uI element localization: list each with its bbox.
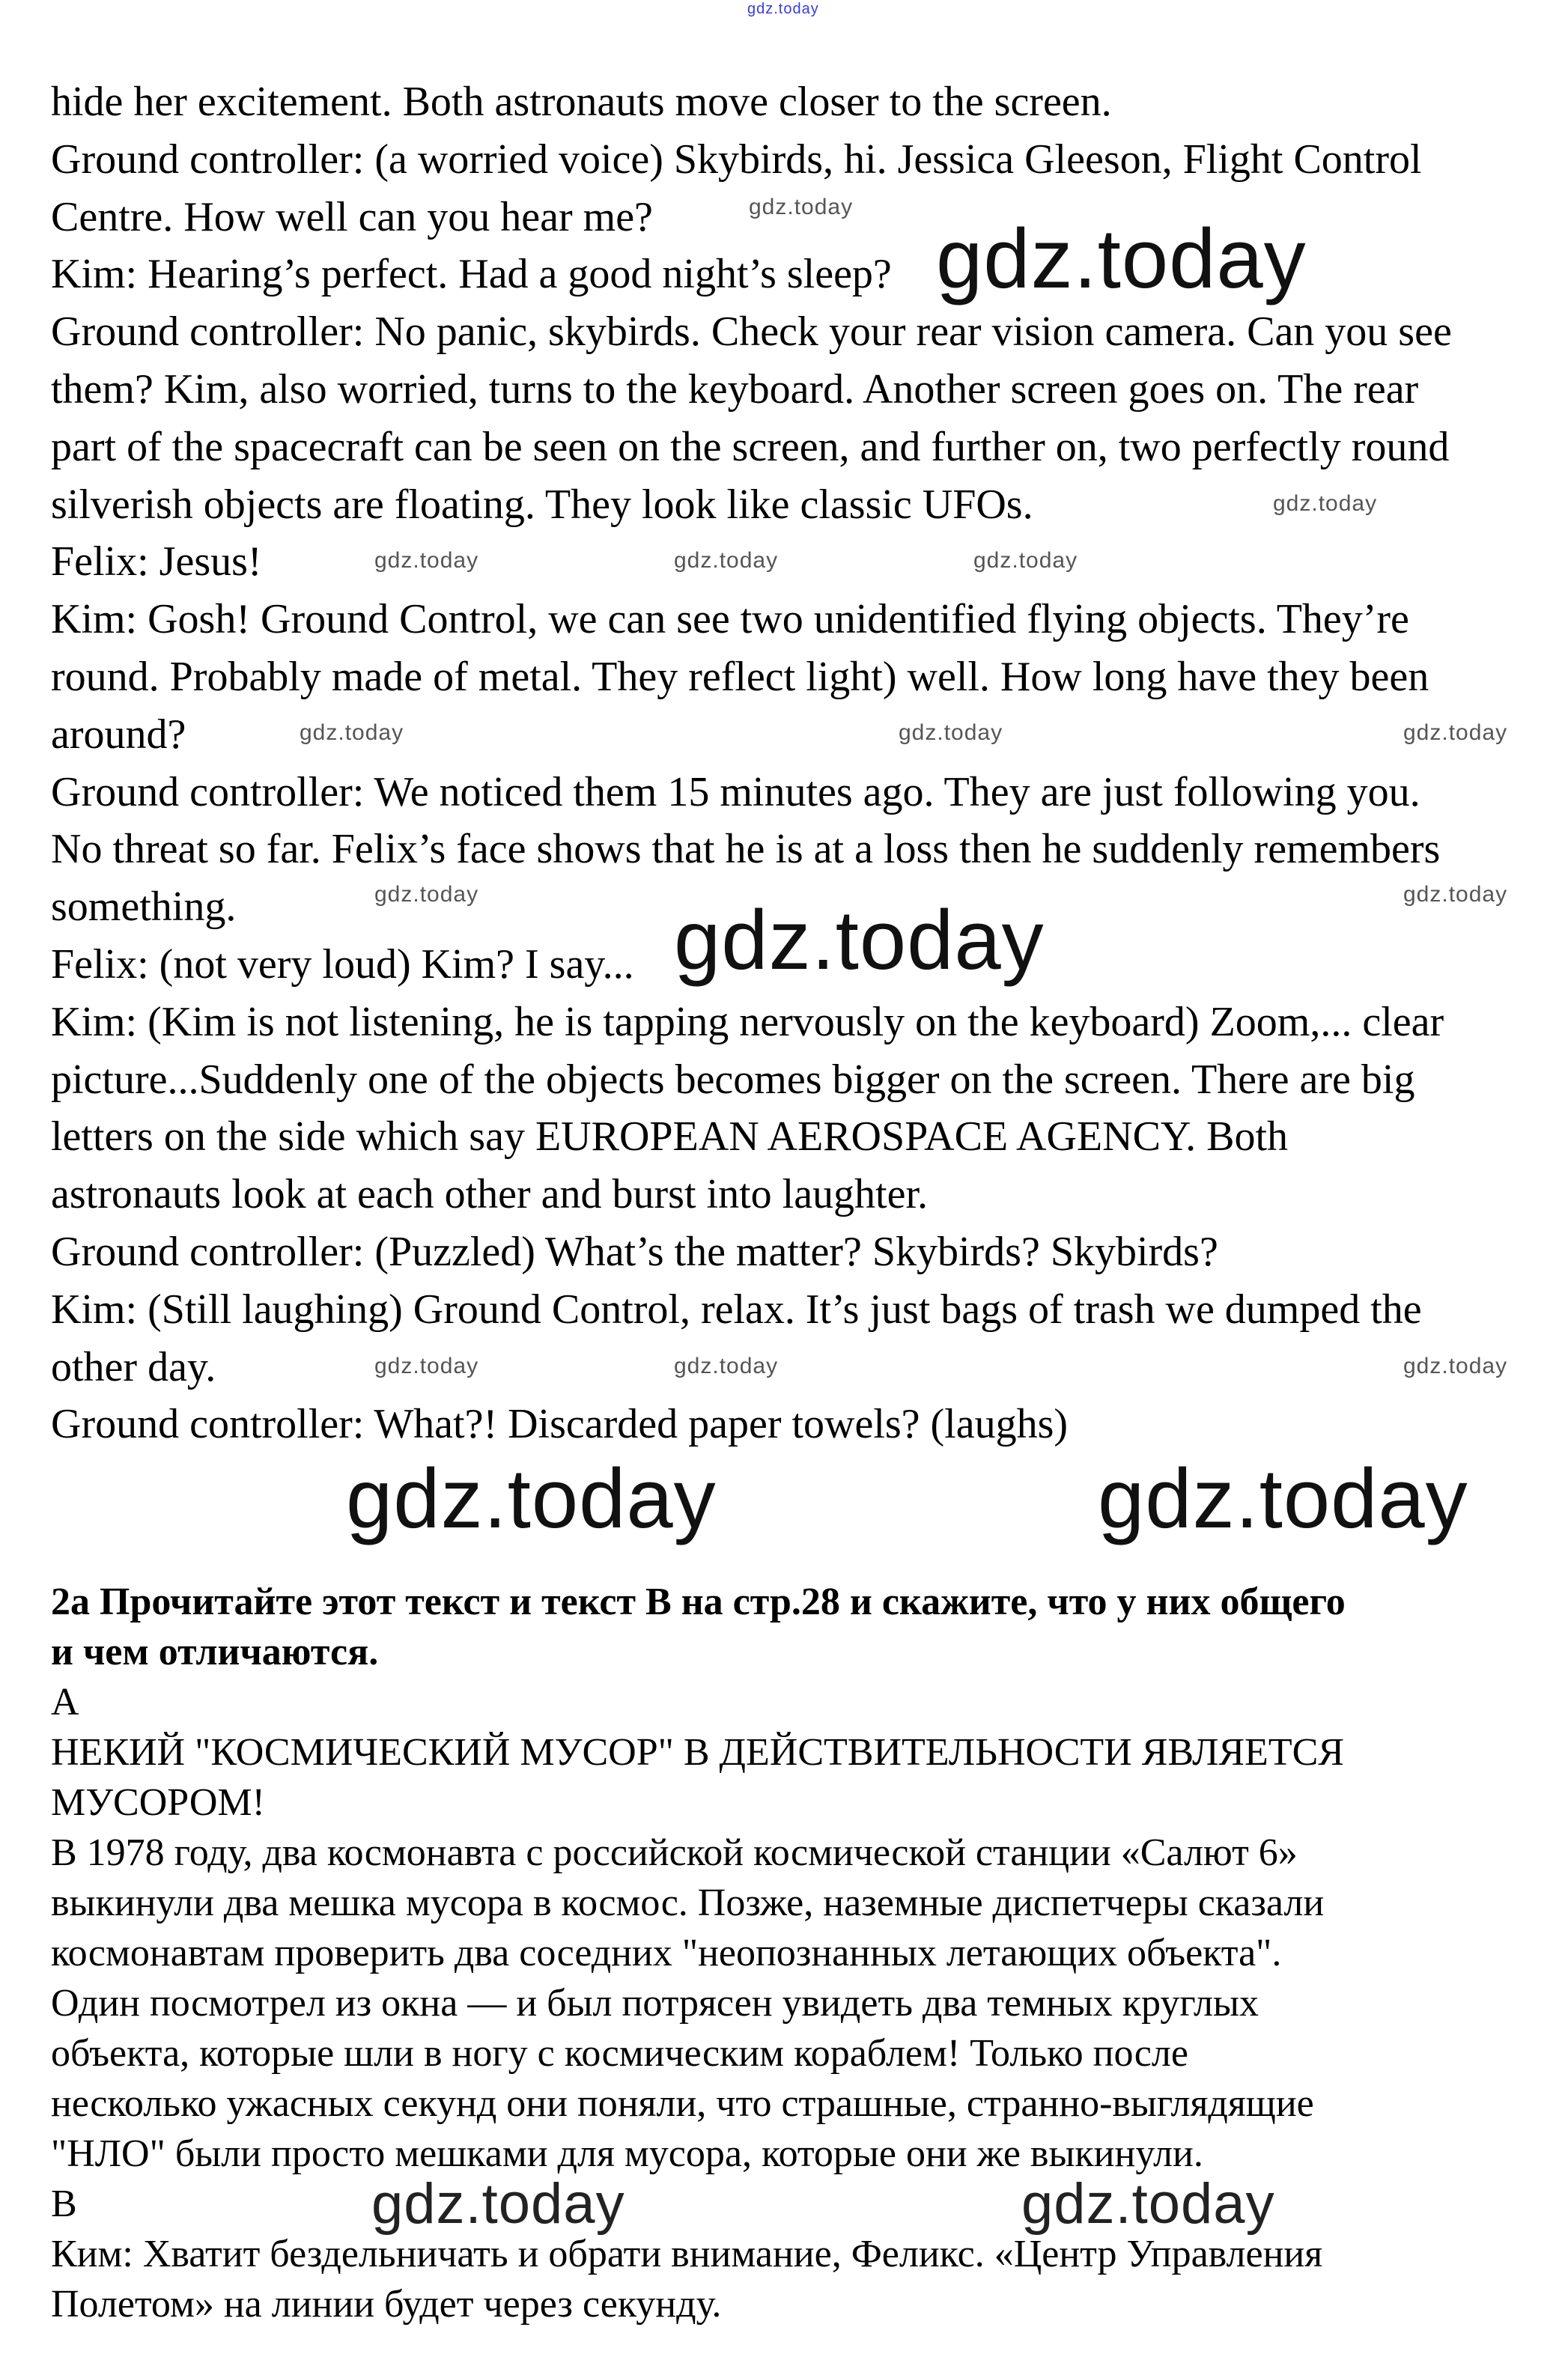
dialogue-line: Kim: (Kim is not listening, he is tapping nervously on the keyboard) Zoom,... clear (51, 998, 1444, 1045)
task-text-line: А (51, 1681, 79, 1724)
task-text-line: НЕКИЙ "КОСМИЧЕСКИЙ МУСОР" В ДЕЙСТВИТЕЛЬНОСТИ ЯВЛЯЕТСЯ (51, 1731, 1344, 1774)
dialogue-line: other day. (51, 1343, 216, 1390)
watermark-small: gdz.today (374, 548, 479, 573)
watermark-small: gdz.today (374, 1354, 479, 1378)
dialogue-line: hide her excitement. Both astronauts move closer to the screen. (51, 79, 1112, 125)
task-heading: и чем отличаются. (51, 1631, 379, 1673)
watermark-small: gdz.today (1403, 1354, 1508, 1378)
dialogue-line: them? Kim, also worried, turns to the keyboard. Another screen goes on. The rear (51, 365, 1419, 413)
watermark-small: gdz.today (674, 548, 779, 573)
task-text-line: Один посмотрел из окна — и был потрясен увидеть два темных круглых (51, 1982, 1259, 2025)
dialogue-line: Felix: Jesus! (51, 538, 262, 586)
dialogue-line: something. (51, 884, 237, 931)
watermark-small: gdz.today (1273, 491, 1378, 516)
watermark: gdz.today (346, 1452, 717, 1545)
task-text-line: Полетом» на линии будет через секунду. (51, 2283, 722, 2326)
dialogue-line: Ground controller: We noticed them 15 minutes ago. They are just following you. (51, 768, 1420, 815)
dialogue-line: Kim: (Still laughing) Ground Control, relax. It’s just bags of trash we dumped the (51, 1286, 1422, 1333)
task-heading: 2a Прочитайте этот текст и текст B на стр.28 и скажите, что у них общего (51, 1581, 1346, 1623)
task-text-line: "НЛО" были просто мешками для мусора, которые они же выкинули. (51, 2132, 1203, 2175)
dialogue-line: round. Probably made of metal. They reflect light) well. How long have they been (51, 653, 1429, 700)
watermark-small: gdz.today (674, 1354, 779, 1378)
task-text-line: Ким: Хватит бездельничать и обрати внимание, Феликс. «Центр Управления (51, 2233, 1323, 2275)
watermark-small: gdz.today (1403, 720, 1508, 745)
dialogue-line: Ground controller: No panic, skybirds. Check your rear vision camera. Can you see (51, 308, 1452, 356)
task-text-line: несколько ужасных секунд они поняли, что страшные, странно-выглядящие (51, 2082, 1314, 2125)
dialogue-line: Centre. How well can you hear me? (51, 193, 653, 240)
task-text-line: МУСОРОМ! (51, 1781, 265, 1824)
dialogue-line: picture...Suddenly one of the objects becomes bigger on the screen. There are big (51, 1056, 1415, 1103)
dialogue-line: Ground controller: What?! Discarded paper towels? (laughs) (51, 1401, 1069, 1448)
dialogue-line: Ground controller: (Puzzled) What’s the matter? Skybirds? Skybirds? (51, 1228, 1218, 1275)
dialogue-line: astronauts look at each other and burst into laughter. (51, 1171, 929, 1218)
dialogue-line: part of the spacecraft can be seen on the screen, and further on, two perfectly round (51, 423, 1450, 470)
dialogue-line: silverish objects are floating. They look like classic UFOs. (51, 481, 1033, 528)
dialogue-line: around? (51, 711, 186, 758)
dialogue-line: Kim: Hearing’s perfect. Had a good night’s sleep? (51, 251, 892, 298)
watermark: gdz.today (674, 893, 1045, 987)
watermark-top: gdz.today (747, 1, 819, 17)
dialogue-line: letters on the side which say EUROPEAN AEROSPACE AGENCY. Both (51, 1113, 1289, 1161)
watermark-small: gdz.today (1403, 882, 1508, 907)
dialogue-line: Felix: (not very loud) Kim? I say... (51, 940, 634, 988)
dialogue-line: Ground controller: (a worried voice) Skybirds, hi. Jessica Gleeson, Flight Control (51, 136, 1422, 183)
dialogue-line: Kim: Gosh! Ground Control, we can see two unidentified flying objects. They’re (51, 596, 1409, 643)
dialogue-line: No threat so far. Felix’s face shows that he is at a loss then he suddenly remembers (51, 826, 1441, 873)
watermark-small: gdz.today (749, 195, 854, 219)
watermark: gdz.today (1021, 2172, 1275, 2236)
watermark-small: gdz.today (973, 548, 1078, 573)
watermark-small: gdz.today (899, 720, 1003, 745)
watermark: gdz.today (1098, 1452, 1468, 1545)
watermark: gdz.today (936, 212, 1307, 305)
watermark-small: gdz.today (300, 720, 404, 745)
task-text-line: объекта, которые шли в ногу с космическим кораблем! Только после (51, 2032, 1188, 2075)
task-text-line: космонавтам проверить два соседних "неопознанных летающих объекта". (51, 1932, 1282, 1974)
watermark: gdz.today (371, 2172, 625, 2236)
task-text-line: В (51, 2183, 77, 2225)
task-text-line: В 1978 году, два космонавта с российской космической станции «Салют 6» (51, 1831, 1298, 1874)
watermark-small: gdz.today (374, 882, 479, 907)
task-text-line: выкинули два мешка мусора в космос. Позже, наземные диспетчеры сказали (51, 1882, 1325, 1924)
